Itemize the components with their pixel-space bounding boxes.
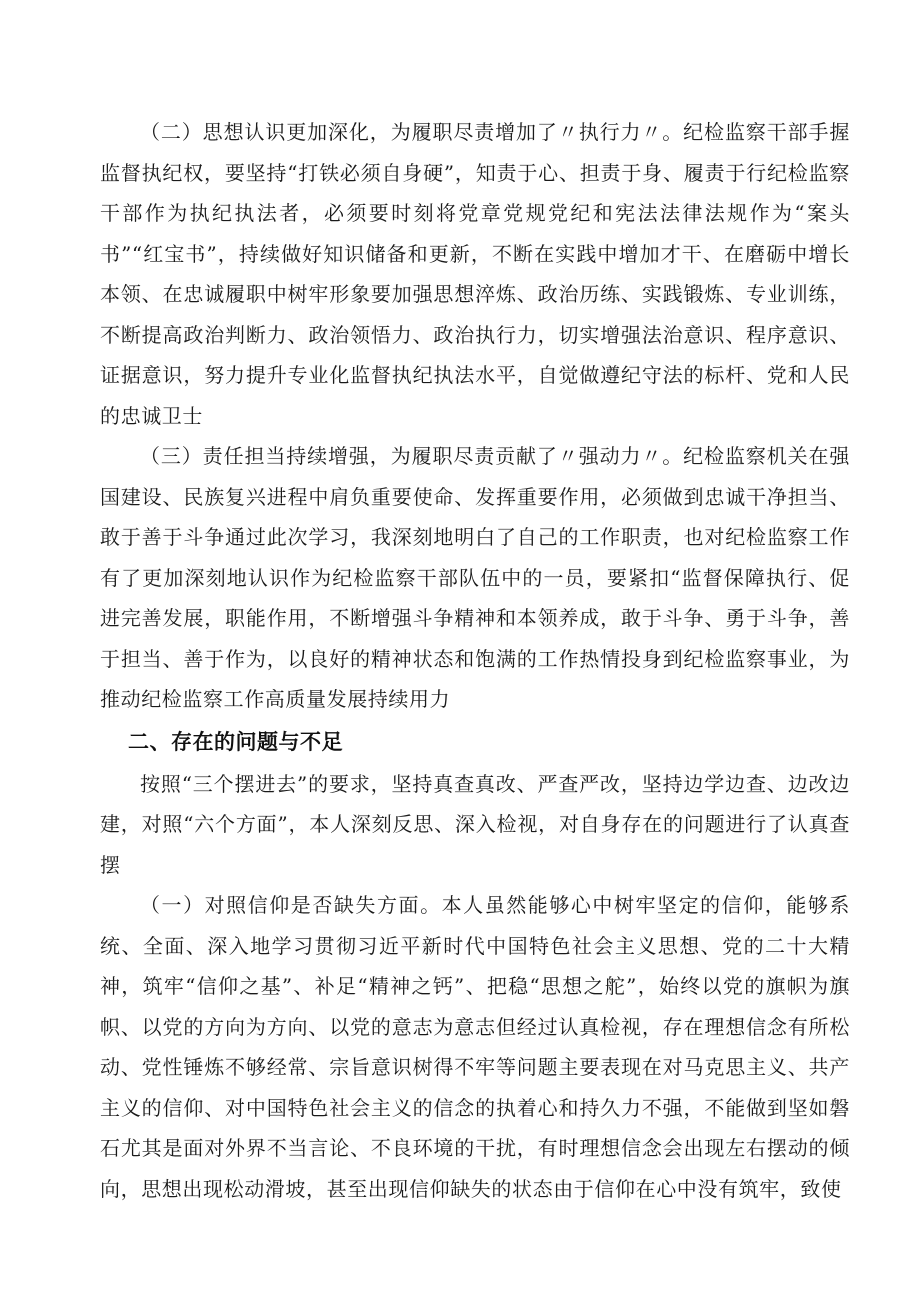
paragraph-faith-check: （一）对照信仰是否缺失方面。本人虽然能够心中树牢坚定的信仰，能够系统、全面、深入地学习贯彻习近平新时代中国特色社会主义思想、党的二十大精神，筑牢“信仰之基”、补足“精神之钙”、把稳“思想之舵”，始终以党的旗帜为旗帜、以党的方向为方向、以党的意志为意志但经过认真检视，存在理想信念有所松动、党性锤炼不够经常、宗旨意识树得不牢等问题主要表现在对马克思主义、共产主义的信仰、对中国特色社会主义的信念的执着心和持久力不强，不能做到坚如磐石尤其是面对外界不当言论、不良环境的干扰，有时理想信念会出现左右摆动的倾向，思想出现松动滑坡，甚至出现信仰缺失的状态由于信仰在心中没有筑牢，致使 [100, 893, 850, 1201]
paragraph-responsibility-strengthened: （三）责任担当持续增强，为履职尽责贡献了〃强动力〃。纪检监察机关在强国建设、民族复兴进程中肩负重要使命、发挥重要作用，必须做到忠诚干净担当、敢于善于斗争通过此次学习，我深刻地明白了自己的工作职责，也对纪检监察工作有了更加深刻地认识作为纪检监察干部队伍中的一员，要紧扣“监督保障执行、促进完善发展，职能作用，不断增强斗争精神和本领养成，敢于斗争、勇于斗争，善于担当、善于作为，以良好的精神状态和饱满的工作热情投身到纪检监察事业，为推动纪检监察工作高质量发展持续用力 [100, 444, 850, 711]
paragraph-self-examination: 按照“三个摆进去”的要求，坚持真查真改、严查严改，坚持边学边查、边改边建，对照“六个方面”，本人深刻反思、深入检视，对自身存在的问题进行了认真查摆 [100, 771, 850, 877]
document-body [100, 112, 850, 1209]
paragraph-thinking-deepened: （二）思想认识更加深化，为履职尽责增加了〃执行力〃。纪检监察干部手握监督执纪权，要坚持“打铁必须自身硬”，知责于心、担责于身、履责于行纪检监察干部作为执纪执法者，必须要时刻将党章党规党纪和宪法法律法规作为“案头书”“红宝书”，持续做好知识储备和更新，不断在实践中增加才干、在磨砺中增长本领、在忠诚履职中树牢形象要加强思想淬炼、政治历练、实践锻炼、专业训练，不断提高政治判断力、政治领悟力、政治执行力，切实增强法治意识、程序意识、证据意识，努力提升专业化监督执纪执法水平，自觉做遵纪守法的标杆、党和人民的忠诚卫士 [100, 120, 850, 428]
section-heading-problems: 二、存在的问题与不足 [128, 729, 343, 754]
